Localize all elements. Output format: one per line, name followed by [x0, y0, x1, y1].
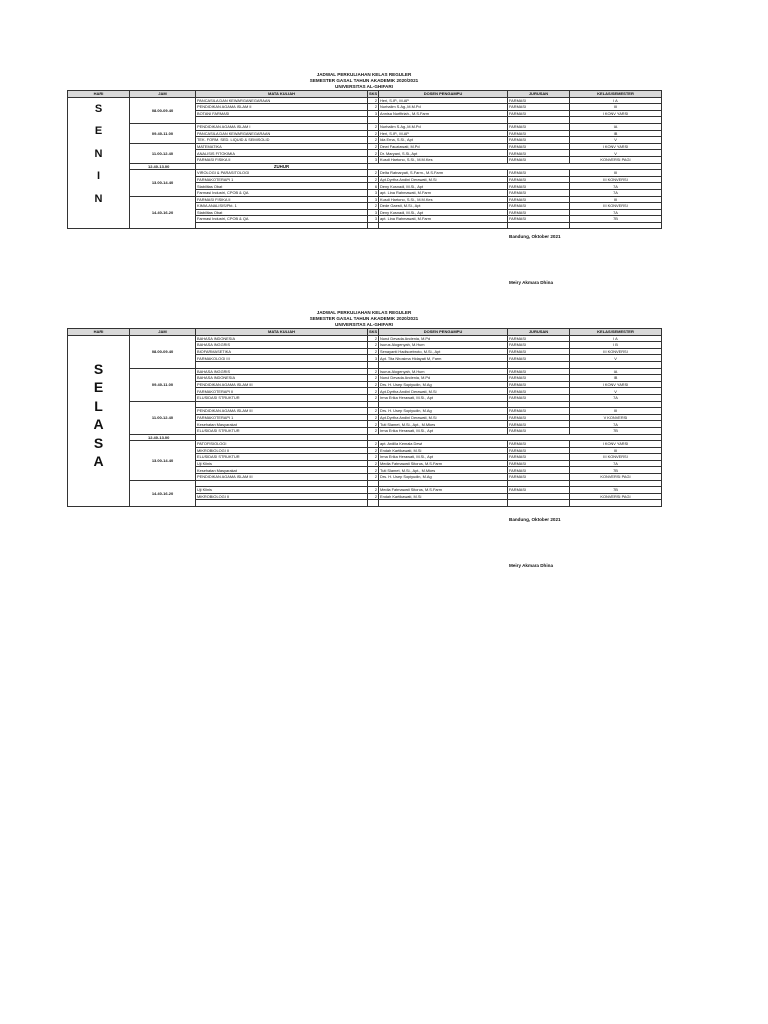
department: FARMASI	[508, 123, 570, 130]
course-sks	[368, 401, 379, 408]
course-sks: 2	[368, 381, 379, 388]
course-sks: 3	[368, 209, 379, 216]
lecturer-name: Ida Erna, S.Si., Apt	[379, 137, 508, 144]
sheet-title: SEMESTER GASAL TAHUN AKADEMIK 2020/2021	[309, 316, 419, 321]
class-semester: IB	[570, 130, 662, 137]
header-sks: SKS	[369, 329, 378, 335]
lecturer-name: Nurhalim S.Ag.,M.M.Pd	[379, 123, 508, 130]
course-sks: 2	[368, 394, 379, 401]
header-hari: HARI	[68, 91, 130, 98]
course-sks: 2	[368, 123, 379, 130]
class-semester: 7A	[570, 421, 662, 428]
class-semester: 7B	[570, 487, 662, 494]
department: FARMASI	[508, 487, 570, 494]
department	[508, 480, 570, 487]
class-semester: III KONVERSI	[570, 176, 662, 183]
course-name: PENDIDIKAN AGAMA ISLAM II	[196, 104, 368, 111]
time-slot: 13.00-14.40	[130, 441, 196, 481]
department: FARMASI	[508, 170, 570, 177]
sheet-title: JADWAL PERKULIAHAN KELAS REGULER	[316, 310, 412, 315]
class-semester: 7B	[570, 216, 662, 223]
class-semester: I KONV YARSI	[570, 381, 662, 388]
department: FARMASI	[508, 97, 570, 104]
lecturer-name: Dewi Fauziawati, M.Pd	[379, 143, 508, 150]
course-name: BAHASA INDONESIA	[196, 375, 368, 382]
class-semester: I KONV YARSI	[570, 110, 662, 117]
lecturer-name: Apt.Dyrtha Andini Derawati, M.Si	[379, 176, 508, 183]
course-name: MATEMATIKA	[196, 143, 368, 150]
header-kelas-semester: KELAS/SEMESTER	[570, 91, 662, 98]
course-name: Farmasi Industri, CPOB & QA	[196, 216, 368, 223]
lecturer-name: Irma Erika Herawati, M.Si., Apt	[379, 394, 508, 401]
lecturer-name	[379, 361, 508, 368]
course-sks: 2	[368, 460, 379, 467]
class-semester: IA	[570, 368, 662, 375]
lecturer-name: Apt. Tita Nhosima Hidayati M, Farm	[379, 355, 508, 362]
department	[508, 401, 570, 408]
course-sks: 3	[368, 110, 379, 117]
course-sks: 2	[368, 203, 379, 210]
header-kelas-semester: KELAS/SEMESTER	[570, 329, 662, 336]
table-row	[68, 143, 662, 150]
class-semester: V	[570, 150, 662, 157]
department: FARMASI	[508, 467, 570, 474]
class-semester: I A	[570, 97, 662, 104]
department: FARMASI	[508, 408, 570, 415]
class-semester: IA	[570, 123, 662, 130]
header-jurusan: JURUSAN	[508, 91, 570, 98]
header-dosen-pengampu: DOSEN PENGAMPU	[379, 91, 508, 98]
course-sks	[368, 361, 379, 368]
course-sks: 3	[368, 196, 379, 203]
course-name: ELUSIDASI STRUKTUR	[196, 394, 368, 401]
course-sks	[368, 500, 379, 507]
class-semester: III KONVERSI	[570, 454, 662, 461]
sheet-title: JADWAL PERKULIAHAN KELAS REGULER	[316, 72, 412, 77]
class-semester: V	[570, 355, 662, 362]
course-name	[196, 500, 368, 507]
course-name	[196, 117, 368, 124]
schedule-sheet-selasa	[67, 310, 661, 507]
department	[508, 493, 570, 500]
course-sks	[368, 480, 379, 487]
department: FARMASI	[508, 143, 570, 150]
class-semester: V	[570, 388, 662, 395]
department: FARMASI	[508, 196, 570, 203]
table-row	[68, 401, 662, 408]
class-semester: 7B	[570, 467, 662, 474]
class-semester	[570, 480, 662, 487]
class-semester: KONVERSI PAGI	[570, 493, 662, 500]
lecturer-name: Drs. H. Usep Sopiyudin, M.Ag	[379, 408, 508, 415]
course-name: PATOFISIOLOGI	[196, 441, 368, 448]
course-sks: 3	[368, 189, 379, 196]
course-sks: 2	[368, 414, 379, 421]
day-name	[68, 97, 130, 229]
lecturer-name: Heri, S.IP., M.AP	[379, 130, 508, 137]
lecturer-name: Apt.Dyrtha Andini Derawati, M.Si	[379, 388, 508, 395]
course-name: FARMAKOTERAPI 1	[196, 414, 368, 421]
class-semester: III	[570, 447, 662, 454]
table-row	[68, 123, 662, 130]
lecturer-name: Tuti Slamet, M.Si., Apt., M.Mkes	[379, 421, 508, 428]
lecturer-name: Kusdi Hartono, S.Si., M.M.Kes	[379, 196, 508, 203]
time-slot: 08.00-09.40	[130, 97, 196, 123]
class-semester	[570, 401, 662, 408]
lecturer-name: Annisa Nurfitriah., M.S.Farm	[379, 110, 508, 117]
day-letter: S	[93, 360, 104, 377]
lecturer-name: Dr. Maryani, S.Si.,Apt	[379, 150, 508, 157]
class-semester: III	[570, 196, 662, 203]
day-letter: S	[94, 102, 103, 115]
time-slot: 11.00-12.40	[130, 143, 196, 163]
course-name: MIKROBIOLOGI II	[196, 447, 368, 454]
department: FARMASI	[508, 216, 570, 223]
course-sks: 2	[368, 388, 379, 395]
lecturer-name: Media Fatmawati Sitorus, M.S.Farm	[379, 487, 508, 494]
lecturer-name: Isurus Alogenyah, M.Hum	[379, 368, 508, 375]
course-name: FARMAKOLOGI III	[196, 355, 368, 362]
lecturer-name: Nurul Devada Andenia, M.Pd	[379, 335, 508, 342]
class-semester: I A	[570, 335, 662, 342]
course-name: FARMASI FISIKA II	[196, 196, 368, 203]
class-semester: III KONVERSI	[570, 348, 662, 355]
lecturer-name: Isurus Alogenyah, M.Hum	[379, 342, 508, 349]
time-slot: 09.40-11.00	[130, 123, 196, 143]
lecturer-name: Drs. H. Usep Sopiyudin, M.Ag	[379, 381, 508, 388]
class-semester	[570, 222, 662, 229]
sheet-title: UNIVERSITAS AL-GHIFARI	[335, 84, 393, 89]
department: FARMASI	[508, 156, 570, 163]
day-letter: E	[94, 125, 103, 138]
class-semester	[570, 361, 662, 368]
course-sks: 2	[368, 493, 379, 500]
course-name: Kesehatan Masyarakat	[196, 421, 368, 428]
department: FARMASI	[508, 381, 570, 388]
table-row	[68, 480, 662, 487]
class-semester: 7A	[570, 209, 662, 216]
department	[508, 500, 570, 507]
day-letter: A	[93, 416, 104, 433]
lecturer-name: Tuti Slamet, M.Si., Apt., M.Mkes	[379, 467, 508, 474]
course-name: KIMIA ANALISIS/Pkt. 1	[196, 203, 368, 210]
department: FARMASI	[508, 447, 570, 454]
course-name: ELUSIDASI STRUKTUR	[196, 427, 368, 434]
break-filler	[368, 434, 662, 441]
course-name: PANCASILA DAN KEWARGANEGARAAN	[196, 130, 368, 137]
schedule-table	[67, 90, 662, 229]
table-header-row	[68, 91, 662, 98]
header-dosen-pengampu: DOSEN PENGAMPU	[379, 329, 508, 336]
course-name: Uji Klinis	[196, 460, 368, 467]
department: FARMASI	[508, 375, 570, 382]
course-sks: 2	[368, 137, 379, 144]
class-semester: III KONVERSI	[570, 203, 662, 210]
class-semester: IB	[570, 375, 662, 382]
department: FARMASI	[508, 335, 570, 342]
time-slot: 13.00-14.40	[130, 170, 196, 196]
department: FARMASI	[508, 176, 570, 183]
course-sks: 3	[368, 156, 379, 163]
table-row	[68, 368, 662, 375]
course-name	[196, 401, 368, 408]
lecturer-name: Irma Erika Herawati, M.Si., Apt	[379, 427, 508, 434]
course-sks: 2	[368, 375, 379, 382]
table-row	[68, 441, 662, 448]
class-semester: KONVERSI PAGI	[570, 156, 662, 163]
lecturer-name	[379, 401, 508, 408]
lecturer-name: Endah Kartikawati, M.Si	[379, 447, 508, 454]
day-letter: N	[94, 192, 103, 205]
class-semester: III	[570, 104, 662, 111]
course-name: BAHASA INDONESIA	[196, 335, 368, 342]
break-label	[196, 434, 368, 441]
course-sks: 2	[368, 143, 379, 150]
course-name: VIROLOGI & PARASITOLOGI	[196, 170, 368, 177]
department: FARMASI	[508, 348, 570, 355]
day-letter: N	[94, 147, 103, 160]
course-name: PANCASILA DAN KEWARGANEGARAAN	[196, 97, 368, 104]
time-slot: 11.00-12.40	[130, 401, 196, 434]
sheet-title: SEMESTER GASAL TAHUN AKADEMIK 2020/2021	[309, 78, 419, 83]
course-sks: 2	[368, 170, 379, 177]
department	[508, 222, 570, 229]
course-sks: 2	[368, 130, 379, 137]
day-letter: L	[94, 397, 103, 414]
department: FARMASI	[508, 104, 570, 111]
course-sks: 2	[368, 368, 379, 375]
department: FARMASI	[508, 454, 570, 461]
class-semester: KONVERSI PAGI	[570, 474, 662, 481]
table-header-row	[68, 329, 662, 336]
course-name: Stabilitas Obat	[196, 183, 368, 190]
class-semester	[570, 500, 662, 507]
lecturer-name	[379, 117, 508, 124]
lecturer-name: Nurhalim S.Ag.,M.M.Pd	[379, 104, 508, 111]
course-name: FARMAKOTERAPI II	[196, 388, 368, 395]
table-row	[68, 196, 662, 203]
department: FARMASI	[508, 110, 570, 117]
department: FARMASI	[508, 368, 570, 375]
day-letter: I	[96, 170, 101, 183]
course-sks: 2	[368, 176, 379, 183]
course-name	[196, 361, 368, 368]
break-row	[68, 163, 662, 170]
course-sks: 2	[368, 467, 379, 474]
header-mata-kuliah: MATA KULIAH	[196, 329, 368, 336]
lecturer-name: apt. Ardilla Kemala Dewi	[379, 441, 508, 448]
class-semester: I KONV YARSI	[570, 441, 662, 448]
course-name: BOTANI FARMASI	[196, 110, 368, 117]
signer-selasa: Meiry Akmara Dhina	[509, 563, 553, 568]
course-name	[196, 222, 368, 229]
lecturer-name: Kusdi Hartono, S.Si., M.M.Kes	[379, 156, 508, 163]
course-name: TEK. FORM. SED. LIQUID & SEMISOLID	[196, 137, 368, 144]
department	[508, 361, 570, 368]
header-sks: SKS	[369, 91, 378, 97]
course-sks: 2	[368, 421, 379, 428]
course-name	[196, 480, 368, 487]
lecturer-name	[379, 222, 508, 229]
department: FARMASI	[508, 209, 570, 216]
course-name: PENDIDIKAN AGAMA ISLAM III	[196, 408, 368, 415]
department: FARMASI	[508, 394, 570, 401]
lecturer-name: Nurul Devada Andenia, M.Pd	[379, 375, 508, 382]
course-name: MIKROBIOLOGI II	[196, 493, 368, 500]
course-name: Stabilitas Obat	[196, 209, 368, 216]
department: FARMASI	[508, 189, 570, 196]
time-slot: 14.40-16.20	[130, 480, 196, 506]
table-row	[68, 170, 662, 177]
break-row	[68, 434, 662, 441]
header-jam: JAM	[130, 329, 196, 336]
lecturer-name: Dede Gaesti, M.Si., Apt	[379, 203, 508, 210]
class-semester	[570, 117, 662, 124]
department: FARMASI	[508, 130, 570, 137]
lecturer-name: Media Fatmawati Sitorus, M.S.Farm	[379, 460, 508, 467]
lecturer-name: Drs. H. Usep Sopiyudin, M.Ag	[379, 474, 508, 481]
course-name: BIOFARMASETIKA	[196, 348, 368, 355]
break-time: 12.40-13.00	[130, 434, 196, 441]
header-mata-kuliah: MATA KULIAH	[196, 91, 368, 98]
course-sks: 2	[368, 487, 379, 494]
class-semester: 7A	[570, 183, 662, 190]
place-date-senin: Bandung, Oktober 2021	[509, 234, 561, 239]
course-name: ANALISIS FITOKIMIA	[196, 150, 368, 157]
course-name: Uji Klinis	[196, 487, 368, 494]
class-semester: 7A	[570, 394, 662, 401]
table-row	[68, 335, 662, 342]
department: FARMASI	[508, 421, 570, 428]
department: FARMASI	[508, 355, 570, 362]
course-name: PENDIDIKAN AGAMA ISLAM III	[196, 381, 368, 388]
course-sks: 2	[368, 335, 379, 342]
course-sks	[368, 222, 379, 229]
course-name: BAHASA INGGRIS	[196, 368, 368, 375]
day-name	[68, 335, 130, 506]
course-name: Farmasi Industri, CPOB & QA	[196, 189, 368, 196]
place-date-selasa: Bandung, Oktober 2021	[509, 517, 561, 522]
department: FARMASI	[508, 342, 570, 349]
department: FARMASI	[508, 441, 570, 448]
header-jam: JAM	[130, 91, 196, 98]
class-semester: III	[570, 408, 662, 415]
course-sks: 2	[368, 447, 379, 454]
class-semester: I KONV YARSI	[570, 143, 662, 150]
lecturer-name: Deny Kusnadi, M.Si., Apt	[379, 183, 508, 190]
class-semester: 7A	[570, 460, 662, 467]
course-sks: 3	[368, 355, 379, 362]
department: FARMASI	[508, 474, 570, 481]
time-slot: 08.00-09.40	[130, 335, 196, 368]
sheet-title: UNIVERSITAS AL-GHIFARI	[335, 322, 393, 327]
lecturer-name: apt. Lina Rahmawati, M.Farm	[379, 189, 508, 196]
course-sks: 2	[368, 97, 379, 104]
break-filler	[368, 163, 662, 170]
lecturer-name	[379, 500, 508, 507]
day-letter: A	[93, 453, 104, 470]
course-sks: 3	[368, 216, 379, 223]
department: FARMASI	[508, 150, 570, 157]
department: FARMASI	[508, 460, 570, 467]
lecturer-name: Deny Kusnadi, M.Si., Apt	[379, 209, 508, 216]
lecturer-name: Irma Erika Herawati, M.Si., Apt	[379, 454, 508, 461]
lecturer-name: Endah Kartikawati, M.Si	[379, 493, 508, 500]
department: FARMASI	[508, 183, 570, 190]
break-time: 12.40-13.00	[130, 163, 196, 170]
department	[508, 117, 570, 124]
department: FARMASI	[508, 388, 570, 395]
course-name: Kesehatan Masyarakat	[196, 467, 368, 474]
header-hari: HARI	[68, 329, 130, 336]
lecturer-name: Apt.Dyrtha Andini Derawati, M.Si	[379, 414, 508, 421]
department: FARMASI	[508, 414, 570, 421]
course-sks: 2	[368, 342, 379, 349]
course-name: FARMAKOTERAPI 1	[196, 176, 368, 183]
schedule-table	[67, 328, 662, 507]
lecturer-name: apt. Lina Rahmawati, M.Farm	[379, 216, 508, 223]
course-sks: 2	[368, 427, 379, 434]
class-semester: I B	[570, 342, 662, 349]
department: FARMASI	[508, 137, 570, 144]
course-sks: 2	[368, 408, 379, 415]
day-letter: S	[93, 434, 104, 451]
course-name: PENDIDIKAN AGAMA ISLAM I	[196, 123, 368, 130]
day-letter: E	[93, 379, 104, 396]
class-semester: V	[570, 137, 662, 144]
lecturer-name: Senayanti Hadisoebroto, M.Si., Apt	[379, 348, 508, 355]
course-name: BAHASA INGGRIS	[196, 342, 368, 349]
lecturer-name: Delta Ratnaryati, S.Farm., M.S.Farm	[379, 170, 508, 177]
course-sks: 2	[368, 150, 379, 157]
course-sks	[368, 117, 379, 124]
course-sks: 2	[368, 104, 379, 111]
header-jurusan: JURUSAN	[508, 329, 570, 336]
course-sks: 2	[368, 454, 379, 461]
class-semester: III	[570, 170, 662, 177]
class-semester: V KONVERSI	[570, 414, 662, 421]
course-name: FARMASI FISIKA II	[196, 156, 368, 163]
course-sks: 2	[368, 474, 379, 481]
course-sks: 2	[368, 441, 379, 448]
lecturer-name	[379, 480, 508, 487]
course-sks: 2	[368, 348, 379, 355]
department: FARMASI	[508, 203, 570, 210]
time-slot: 09.40-11.00	[130, 368, 196, 401]
lecturer-name: Heri, S.IP., M.AP	[379, 97, 508, 104]
time-slot: 14.40-16.20	[130, 196, 196, 229]
course-sks: 6	[368, 183, 379, 190]
break-label: ZUHUR	[196, 163, 368, 170]
department: FARMASI	[508, 427, 570, 434]
class-semester: 7B	[570, 427, 662, 434]
course-name: ELUSIDASI STRUKTUR	[196, 454, 368, 461]
signer-senin: Meiry Akmara Dhina	[509, 280, 553, 285]
table-row	[68, 97, 662, 104]
course-name: PENDIDIKAN AGAMA ISLAM III	[196, 474, 368, 481]
schedule-sheet-senin	[67, 72, 661, 229]
class-semester: 7A	[570, 189, 662, 196]
